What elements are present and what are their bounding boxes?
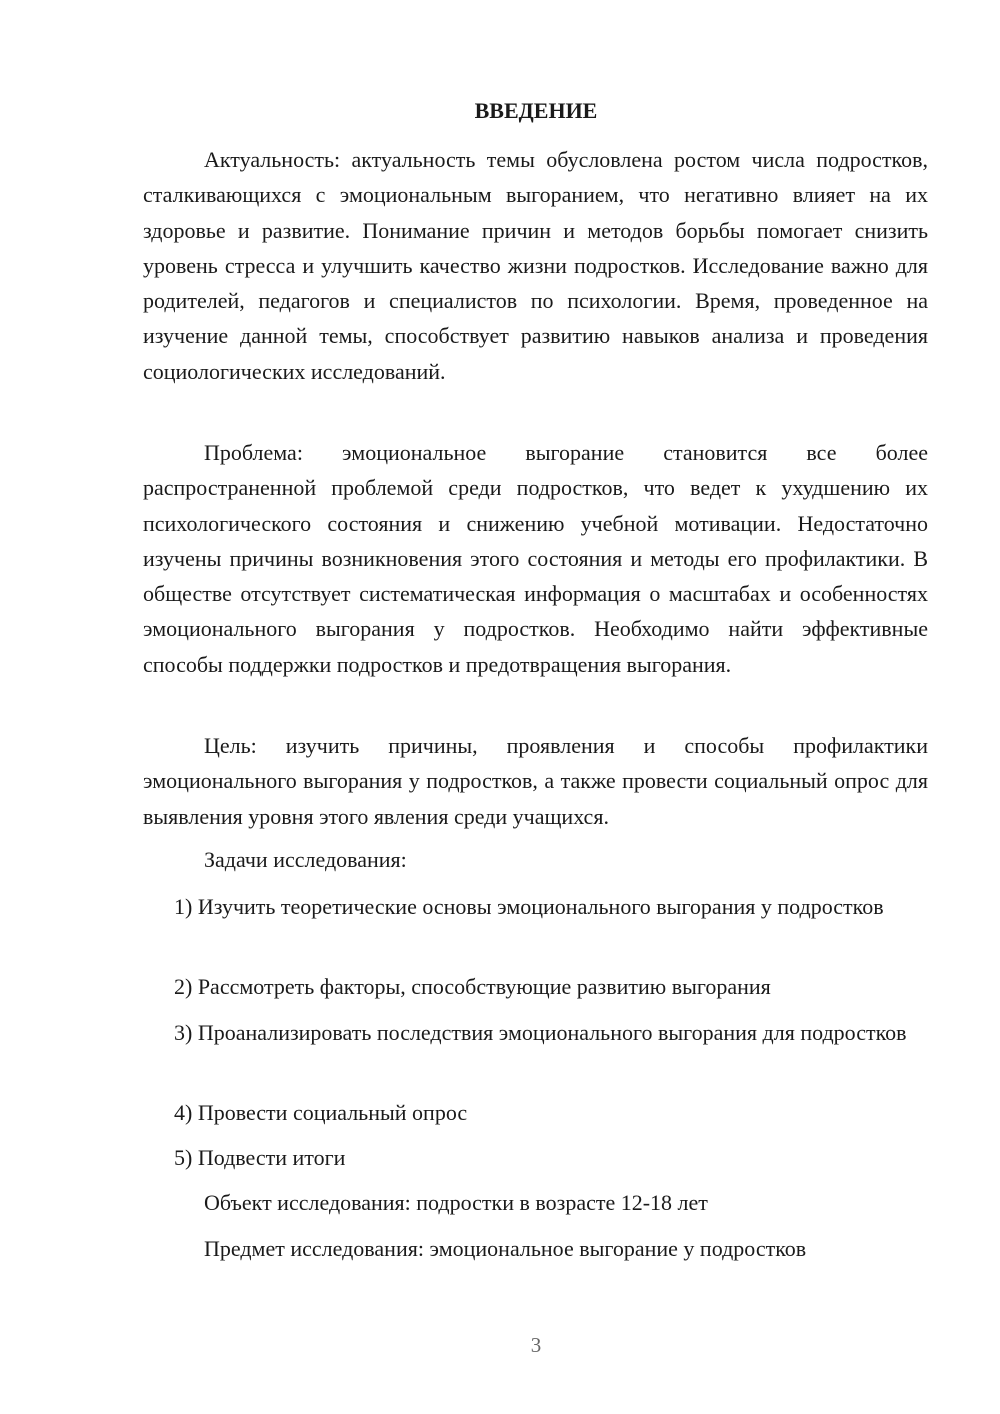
tasks-heading: Задачи исследования: xyxy=(204,847,407,872)
page-title: ВВЕДЕНИЕ xyxy=(474,98,598,123)
task-item: 2) Рассмотреть факторы, способствующие развитию выгорания xyxy=(174,974,771,999)
paragraph-goal: Цель: изучить причины, проявления и способы профилактики эмоционального выгорания у подростков, а также провести социальный опрос для выявления уровня этого явления среди учащихся. xyxy=(143,733,928,829)
task-item: 3) Проанализировать последствия эмоционального выгорания для подростков xyxy=(174,1020,907,1045)
paragraph-problem: Проблема: эмоциональное выгорание становится все более распространенной проблемой среди подростков, что ведет к ухудшению их психологического состояния и снижению учебной мотивации. Недостаточно изучены причины возникновения этого состояния и методы его профилактики. В обществе отсутствует систематическая информация о масштабах и особенностях эмоционального выгорания у подростков. Необходимо найти эффективные способы поддержки подростков и предотвращения выгорания. xyxy=(143,440,928,677)
research-subject: Предмет исследования: эмоциональное выгорание у подростков xyxy=(204,1236,807,1261)
paragraph-relevance: Актуальность: актуальность темы обусловлена ростом числа подростков, сталкивающихся с эмоциональным выгоранием, что негативно влияет на их здоровье и развитие. Понимание причин и методов борьбы помогает снизить уровень стресса и улучшить качество жизни подростков. Исследование важно для родителей, педагогов и специалистов по психологии. Время, проведенное на изучение данной темы, способствует развитию навыков анализа и проведения социологических исследований. xyxy=(143,147,928,384)
page-number: 3 xyxy=(530,1333,542,1357)
task-item: 1) Изучить теоретические основы эмоционального выгорания у подростков xyxy=(174,894,884,919)
task-item: 4) Провести социальный опрос xyxy=(174,1100,468,1125)
task-item: 5) Подвести итоги xyxy=(174,1145,346,1170)
research-object: Объект исследования: подростки в возрасте 12-18 лет xyxy=(204,1190,708,1215)
